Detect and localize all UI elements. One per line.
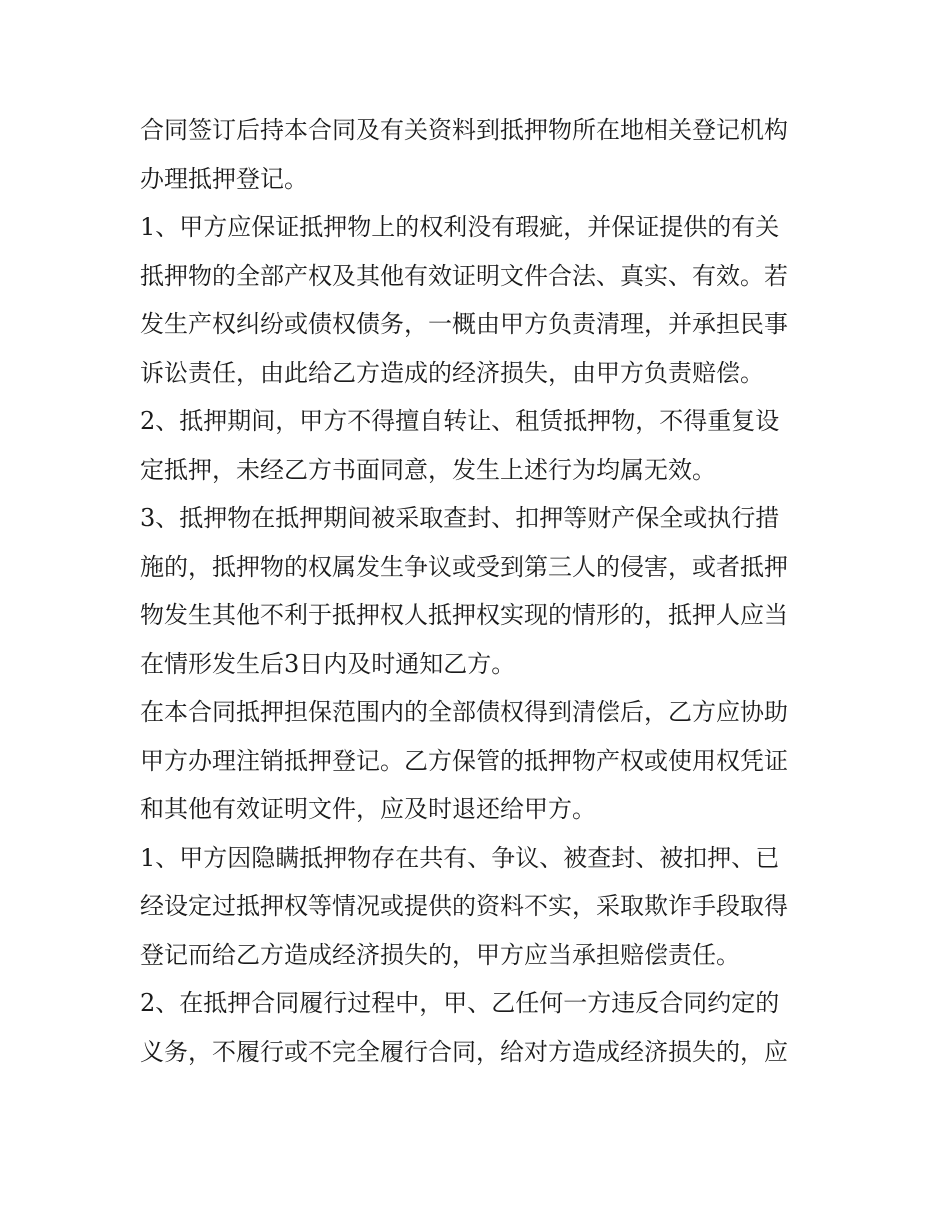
text-line: 发生产权纠纷或债权债务，一概由甲方负责清理，并承担民事 <box>140 310 788 338</box>
text-line: 2、抵押期间，甲方不得擅自转让、租赁抵押物，不得重复设 <box>140 407 780 435</box>
text-line: 3、抵押物在抵押期间被采取查封、扣押等财产保全或执行措 <box>140 504 780 532</box>
text-line: 诉讼责任，由此给乙方造成的经济损失，由甲方负责赔偿。 <box>140 358 764 387</box>
contract-text <box>140 106 815 1076</box>
text-line: 在情形发生后3日内及时通知乙方。 <box>140 649 516 678</box>
text-line: 义务，不履行或不完全履行合同，给对方造成经济损失的，应 <box>140 1037 788 1066</box>
text-line: 2、在抵押合同履行过程中，甲、乙任何一方违反合同约定的 <box>140 989 780 1017</box>
text-line: 在本合同抵押担保范围内的全部债权得到清偿后，乙方应协助 <box>140 698 788 726</box>
text-line: 和其他有效证明文件，应及时退还给甲方。 <box>140 795 596 823</box>
text-line: 1、甲方因隐瞒抵押物存在共有、争议、被查封、被扣押、已 <box>140 843 780 872</box>
text-line: 物发生其他不利于抵押权人抵押权实现的情形的，抵押人应当 <box>140 601 788 629</box>
text-line: 经设定过抵押权等情况或提供的资料不实，采取欺诈手段取得 <box>140 892 788 920</box>
text-line: 施的，抵押物的权属发生争议或受到第三人的侵害，或者抵押 <box>140 552 788 581</box>
text-line: 办理抵押登记。 <box>140 164 308 193</box>
text-line: 1、甲方应保证抵押物上的权利没有瑕疵，并保证提供的有关 <box>140 213 780 241</box>
text-line: 定抵押，未经乙方书面同意，发生上述行为均属无效。 <box>140 455 716 484</box>
text-line: 登记而给乙方造成经济损失的，甲方应当承担赔偿责任。 <box>140 940 740 969</box>
text-line: 甲方办理注销抵押登记。乙方保管的抵押物产权或使用权凭证 <box>140 746 788 775</box>
text-line: 抵押物的全部产权及其他有效证明文件合法、真实、有效。若 <box>140 261 788 290</box>
text-line: 合同签订后持本合同及有关资料到抵押物所在地相关登记机构 <box>140 116 788 144</box>
